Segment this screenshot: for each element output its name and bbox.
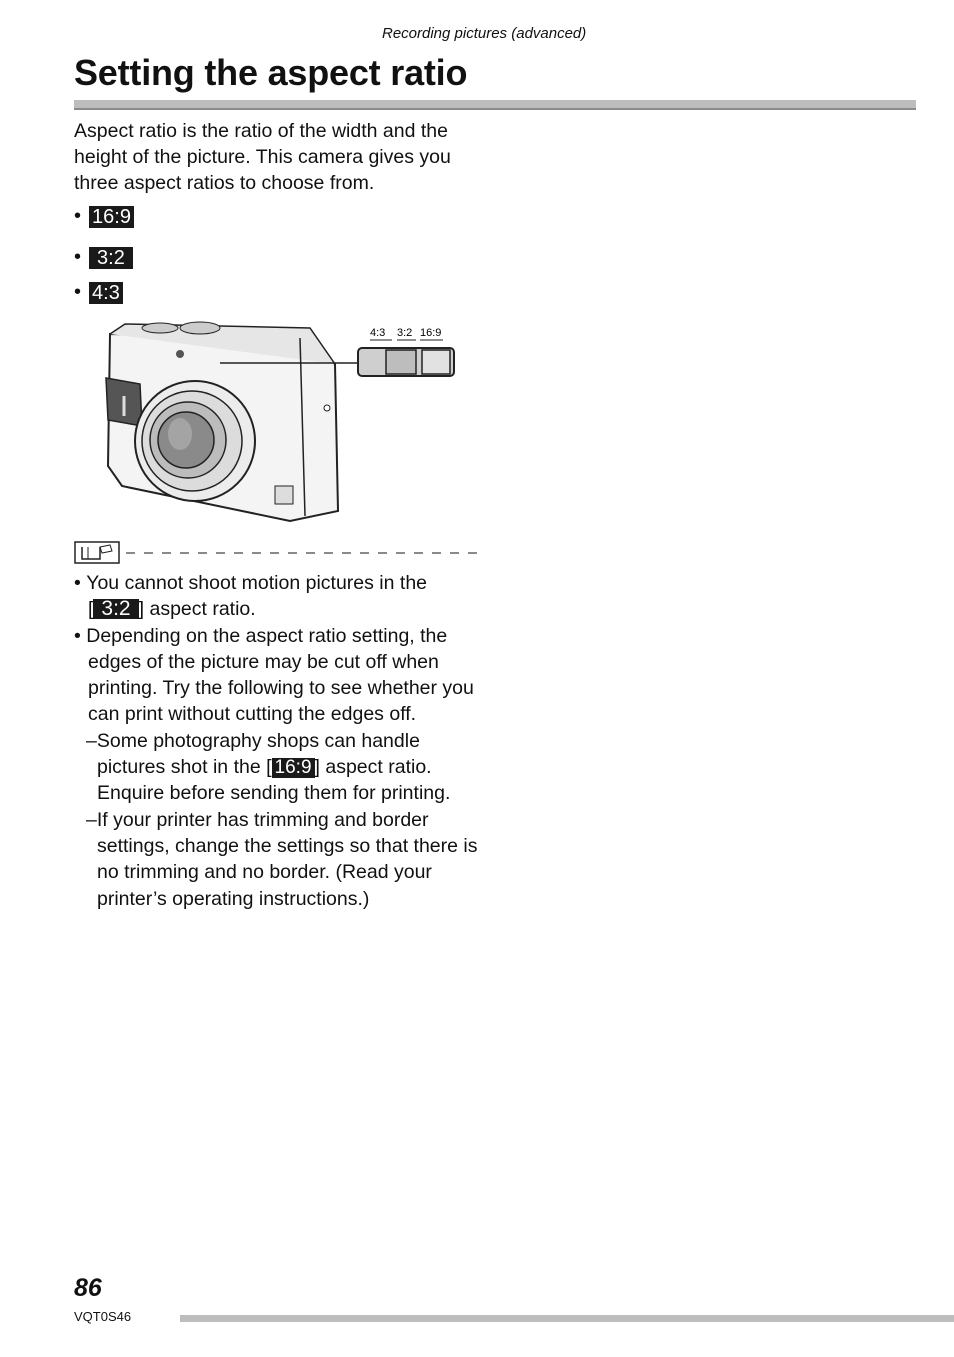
switch-label-3-2: 3:2 [397, 327, 413, 339]
page-number: 86 [74, 1274, 102, 1302]
aspect-option-4-3 [74, 281, 123, 304]
note-header [74, 540, 479, 566]
aspect-badge: 3:2 [93, 599, 138, 619]
camera-illustration [100, 316, 460, 528]
note-subitem: –Some photography shops can handle pictures shot in the [ 16:9 ] aspect ratio. Enquire before sending them for printing. [86, 729, 451, 805]
aspect-badge: 3:2 [89, 247, 133, 269]
intro-paragraph: Aspect ratio is the ratio of the width and the height of the picture. This camera gives you three aspect ratios to choose from. [74, 120, 451, 194]
section-label: Recording pictures (advanced) [382, 25, 587, 42]
aspect-badge: 16:9 [272, 758, 315, 778]
reference-book-icon [75, 542, 119, 563]
aspect-option-16-9 [74, 205, 134, 228]
note-subitem: –If your printer has trimming and border settings, change the settings so that there is no trimming and no border. (Read your printer’s operating instructions.) [86, 808, 478, 910]
aspect-badge: 4:3 [89, 282, 123, 304]
notes [74, 570, 484, 912]
bullet: • [74, 246, 82, 268]
aspect-option-3-2 [74, 246, 133, 269]
switch-label-16-9: 16:9 [420, 327, 442, 339]
aspect-badge: 16:9 [89, 206, 134, 228]
note-item: • You cannot shoot motion pictures in the [ 3:2 ] aspect ratio. [74, 572, 428, 621]
note-item: • Depending on the aspect ratio setting, the edges of the picture may be cut off when printing. Try the following to see whether you can print without cutting the edges off. [74, 624, 474, 726]
page-title: Setting the aspect ratio [74, 52, 468, 93]
title-rule [74, 100, 916, 110]
bullet: • [74, 281, 82, 303]
footer-rule [180, 1315, 954, 1322]
document-code: VQT0S46 [74, 1309, 132, 1324]
switch-label-4-3: 4:3 [370, 327, 386, 339]
bullet: • [74, 205, 82, 227]
